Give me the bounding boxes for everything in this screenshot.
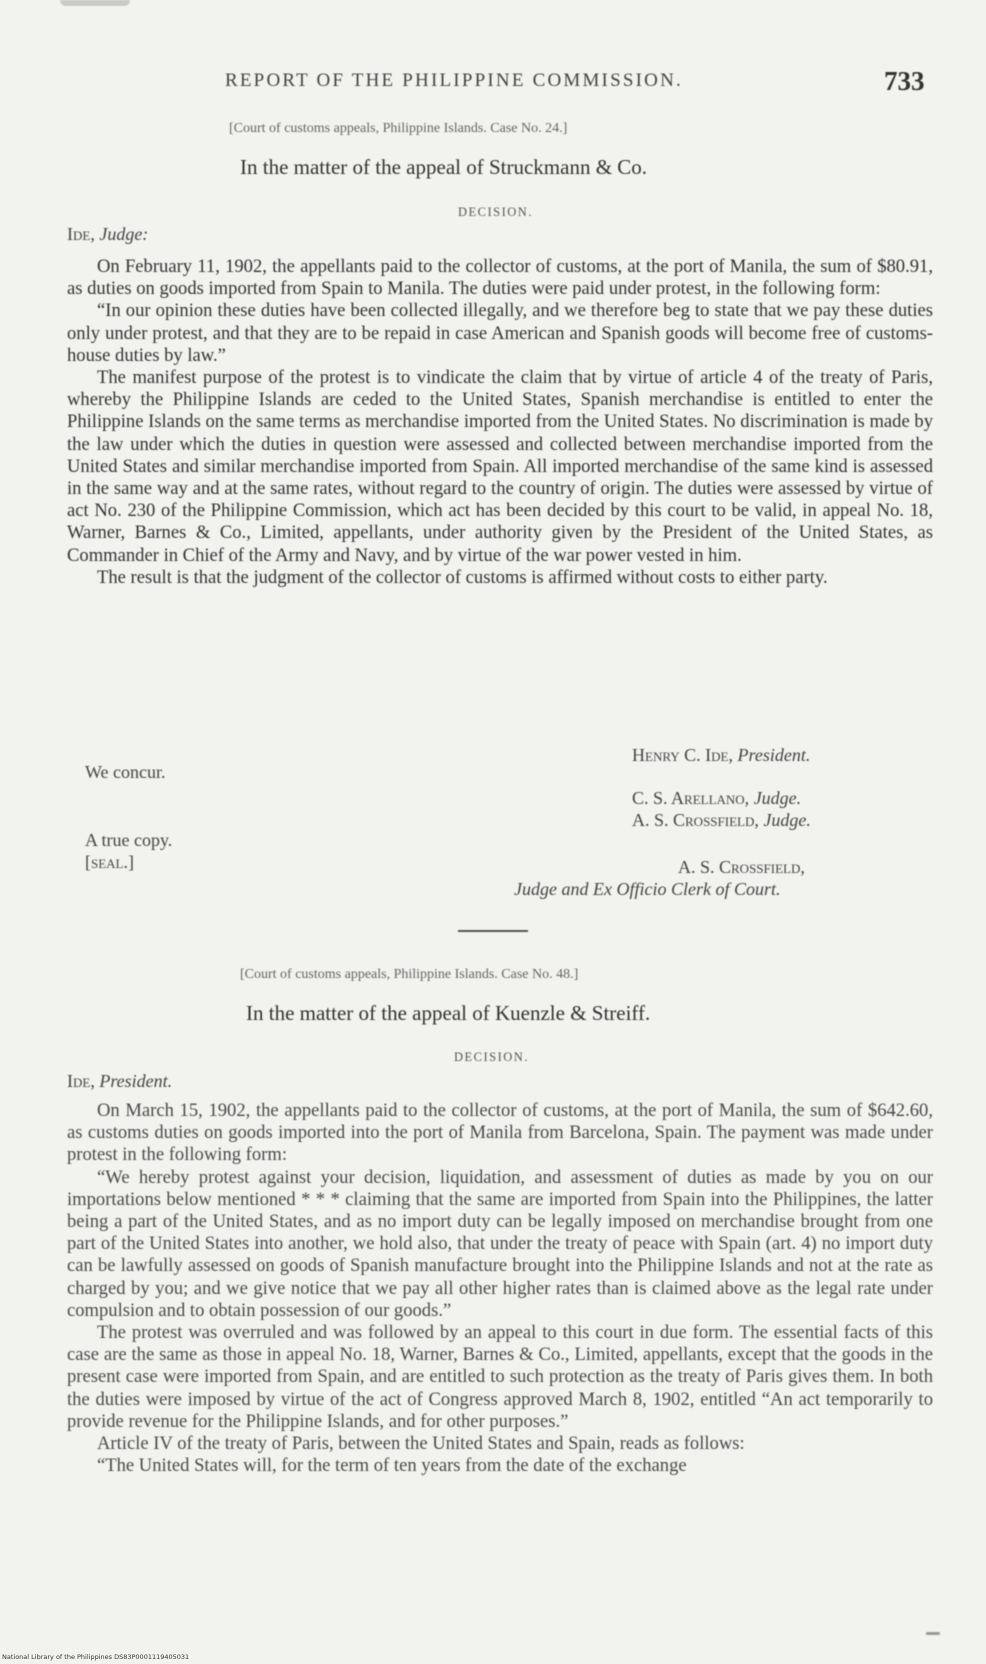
president-role: President. [737,745,811,765]
case1-paragraph: The result is that the judgment of the collector of customs is affirmed without costs to either party. [97,566,828,588]
case2-paragraph: “The United States will, for the term of ten years from the date of the exchange [97,1455,687,1477]
section-divider [458,930,528,932]
case1-paragraph: “In our opinion these duties have been collected illegally, and we therefore beg to state that we pay these duties only under protest, and that they are to be repaid in case American and Spanish goods will become free of customs-house duties by law.” [67,300,933,366]
judge1-role: Judge. [753,788,802,808]
judge2-signature [632,810,811,831]
judge1-signature [632,788,801,809]
case2-judge-name: Ide, [67,1071,95,1091]
case1-body [67,256,933,589]
clerk-name: A. S. Crossfield, [678,857,805,877]
case1-judge-name: Ide, [67,224,95,244]
page-number: 733 [884,66,925,96]
judge1-name: C. S. Arellano, [632,788,750,808]
case2-paragraph: Article IV of the treaty of Paris, between the United States and Spain, reads as follows: [97,1433,745,1455]
true-copy: A true copy. [85,830,173,850]
seal-note: [seal.] [85,852,134,872]
case2-body [67,1100,933,1477]
case1-decision-label: DECISION. [458,205,533,219]
clerk-role: Judge and Ex Officio Clerk of Court. [514,879,781,899]
corner-smudge [60,0,130,6]
case1-paragraph: The manifest purpose of the protest is to vindicate the claim that by virtue of article 4 of the treaty of Paris, whereby the Philippine Islands are ceded to the United States, Spanish merchandise is entitled to enter the Philippine Islands on the same terms as merchandise imported from the United States. No discrimination is made by the law under which the duties in question were assessed and collected between merchandise imported from the United States and similar merchandise imported from Spain. All imported merchandise of the same kind is assessed in the same way and at the same rates, without regard to the country of origin. The duties were assessed by virtue of act No. 230 of the Philippine Commission, which act has been decided by this court to be valid, in appeal No. 18, Warner, Barnes & Co., Limited, appellants, under authority given by the President of the United States, as Commander in Chief of the Army and Navy, and by virtue of the war power vested in him. [67,367,933,566]
case1-judge-line [67,224,148,245]
ink-mark [926,1632,940,1635]
president-signature [632,745,810,766]
case2-judge-role: President. [99,1071,173,1091]
case1-title: In the matter of the appeal of Struckmann & Co. [240,155,648,179]
scan-footer: National Library of the Philippines DS83P0001119405031 [2,1653,190,1661]
president-name: Henry C. Ide, [632,745,733,765]
case1-court-note: [Court of customs appeals, Philippine Islands. Case No. 24.] [229,121,568,136]
judge2-role: Judge. [763,810,811,830]
case2-paragraph: The protest was overruled and was followed by an appeal to this court in due form. The essential facts of this case are the same as those in appeal No. 18, Warner, Barnes & Co., Limited, appellants, except that the goods in the present case were imported from Spain, and are entitled to such protection as the treaty of Paris gives them. In both the duties were imposed by virtue of the act of Congress approved March 8, 1902, entitled “An act temporarily to provide revenue for the Philippine Islands, and for other purposes.” [67,1322,933,1432]
judge2-name: A. S. Crossfield, [632,810,759,830]
case2-paragraph: “We hereby protest against your decision, liquidation, and assessment of duties as made by you on our importations below mentioned * * * claiming that the same are imported from Spain into the Philippines, the latter being a part of the United States, and as no import duty can be legally imposed on merchandise brought from one part of the United States into another, we hold also, that under the treaty of peace with Spain (art. 4) no import duty can be lawfully assessed on goods of Spanish manufacture brought into the Philippine Islands and not at the rate as charged by you; and we give notice that we pay all other higher rates than is claimed above as the legal rate under compulsion and to obtain possession of our goods.” [67,1166,933,1321]
we-concur: We concur. [85,762,166,782]
case1-judge-role: Judge: [99,224,149,244]
case2-title: In the matter of the appeal of Kuenzle & Streiff. [246,1001,651,1025]
case2-decision-label: DECISION. [454,1050,529,1064]
case2-judge-line [67,1071,172,1092]
case2-paragraph: On March 15, 1902, the appellants paid to the collector of customs, at the port of Manila, the sum of $642.60, as customs duties on goods imported into the port of Manila from Barcelona, Spain. The payment was made under protest in the following form: [67,1100,933,1166]
case2-court-note: [Court of customs appeals, Philippine Islands. Case No. 48.] [240,967,579,982]
case1-paragraph: On February 11, 1902, the appellants paid to the collector of customs, at the port of Manila, the sum of $80.91, as duties on goods imported from Spain to Manila. The duties were paid under protest, in the following form: [67,256,933,300]
running-header-title: REPORT OF THE PHILIPPINE COMMISSION. [225,70,683,91]
